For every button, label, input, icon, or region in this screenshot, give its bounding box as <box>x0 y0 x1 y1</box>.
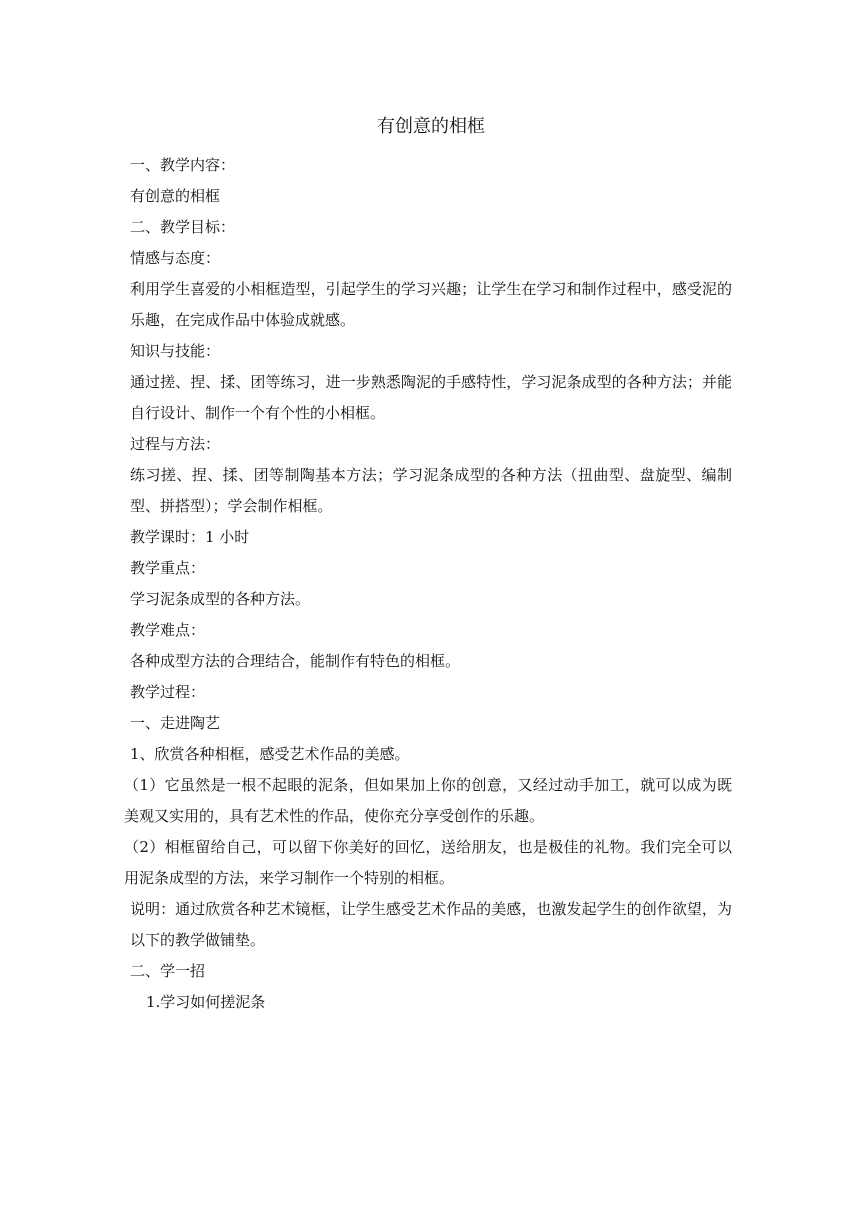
content-text: 有创意的相框 <box>130 187 221 205</box>
paragraph-skills: 通过搓、捏、揉、团等练习，进一步熟悉陶泥的手感特性，学习泥条成型的各种方法；并能自行设计、制作一个有个性的小相框。 <box>130 373 732 422</box>
list-item-roll-clay: 1.学习如何搓泥条 <box>146 993 266 1011</box>
paragraph-process-method: 练习搓、捏、揉、团等制陶基本方法；学习泥条成型的各种方法（扭曲型、盘旋型、编制型、拼搭型）；学会制作相框。 <box>130 466 732 515</box>
paragraph-point-2: （2）相框留给自己，可以留下你美好的回忆，送给朋友，也是极佳的礼物。我们完全可以用泥条成型的方法，来学习制作一个特别的相框。 <box>124 838 732 887</box>
page-title: 有创意的相框 <box>377 116 485 137</box>
lesson-hours: 教学课时：1 小时 <box>130 528 250 546</box>
paragraph-difficulties: 各种成型方法的合理结合，能制作有特色的相框。 <box>130 652 461 670</box>
paragraph-key-points: 学习泥条成型的各种方法。 <box>130 590 311 608</box>
paragraph-point-1: （1）它虽然是一根不起眼的泥条，但如果加上你的创意，又经过动手加工，就可以成为既美观又实用的，具有艺术性的作品，使你充分享受创作的乐趣。 <box>124 776 732 825</box>
subheading-attitude: 情感与态度： <box>130 249 221 267</box>
section-heading-content: 一、教学内容： <box>130 156 236 174</box>
section-heading-step2: 二、学一招 <box>130 962 206 980</box>
section-heading-step1: 一、走进陶艺 <box>130 714 221 732</box>
subheading-difficulties: 教学难点： <box>130 621 206 639</box>
subheading-key-points: 教学重点： <box>130 559 206 577</box>
document-body <box>124 112 732 1018</box>
list-item-appreciate: 1、欣赏各种相框，感受艺术作品的美感。 <box>130 745 410 763</box>
subheading-skills: 知识与技能： <box>130 342 221 360</box>
subheading-teaching-process: 教学过程： <box>130 683 206 701</box>
subheading-process-method: 过程与方法： <box>130 435 221 453</box>
paragraph-explanation: 说明：通过欣赏各种艺术镜框，让学生感受艺术作品的美感，也激发起学生的创作欲望，为以下的教学做铺垫。 <box>130 900 732 949</box>
section-heading-goals: 二、教学目标： <box>130 218 236 236</box>
paragraph-attitude: 利用学生喜爱的小相框造型，引起学生的学习兴趣；让学生在学习和制作过程中，感受泥的乐趣，在完成作品中体验成就感。 <box>130 280 732 329</box>
